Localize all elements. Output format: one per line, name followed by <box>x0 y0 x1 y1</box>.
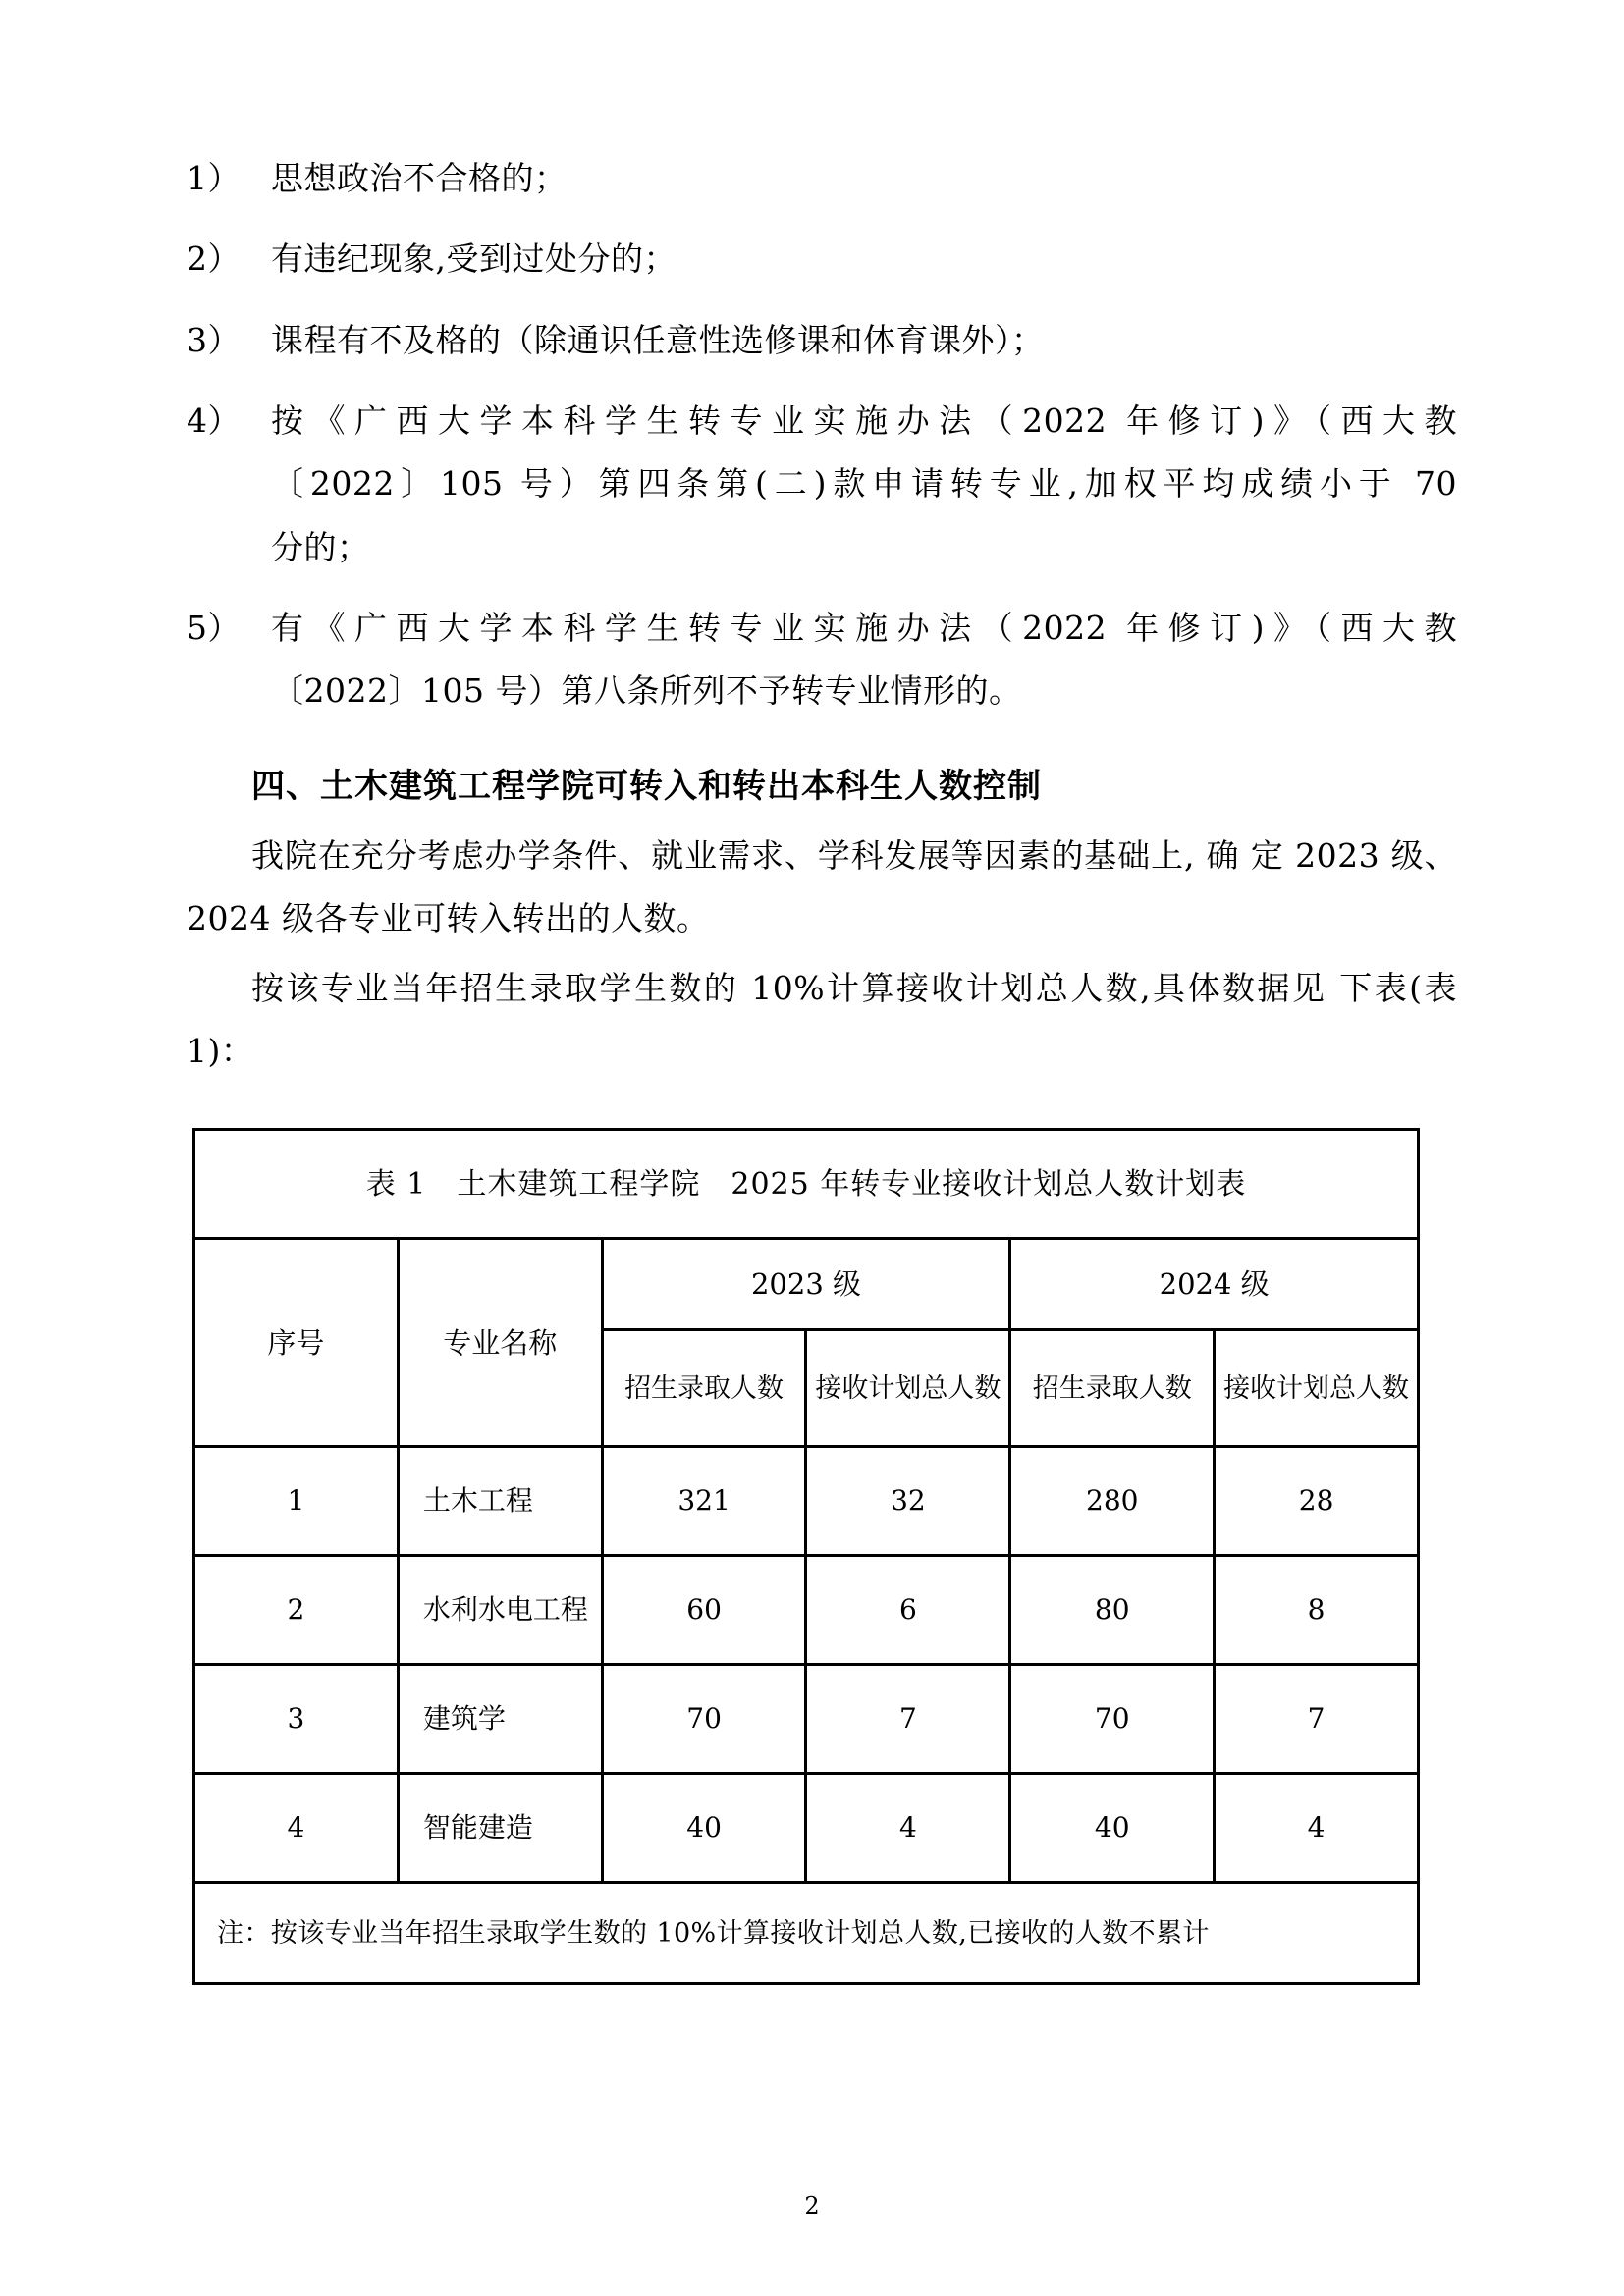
cell-plan-2023: 6 <box>806 1556 1010 1665</box>
clause-line: 有违纪现象,受到过处分的； <box>271 240 677 279</box>
transfer-plan-table <box>192 1128 1420 1985</box>
cell-plan-2023: 4 <box>806 1774 1010 1883</box>
paragraph-enrollment-basis <box>187 825 1457 951</box>
clause-item-4 <box>187 390 1457 579</box>
table-title: 表 1 土木建筑工程学院 2025 年转专业接收计划总人数计划表 <box>194 1130 1419 1239</box>
paragraph-line: 我院在充分考虑办学条件、就业需求、学科发展等因素的基础上, 确 <box>251 835 1240 875</box>
cell-enrolled-2023: 321 <box>602 1447 806 1556</box>
clause-list <box>187 147 1457 723</box>
cell-seq: 4 <box>194 1774 399 1883</box>
cell-seq: 2 <box>194 1556 399 1665</box>
paragraph-line: 下表(表 1)： <box>187 968 1458 1070</box>
cell-enrolled-2024: 40 <box>1010 1774 1215 1883</box>
clause-item-2 <box>187 228 1457 291</box>
clause-marker: 1） <box>187 159 241 197</box>
paragraph-line: 按该专业当年招生录取学生数的 10%计算接收计划总人数,具体数据见 <box>251 968 1327 1007</box>
clause-item-3 <box>187 309 1457 372</box>
cell-enrolled-2023: 60 <box>602 1556 806 1665</box>
page-number: 2 <box>804 2192 820 2219</box>
table-container <box>187 1128 1457 1985</box>
col-header-group-2023: 2023 级 <box>602 1239 1010 1330</box>
clause-text <box>271 147 1457 210</box>
cell-enrolled-2024: 70 <box>1010 1665 1215 1774</box>
clause-marker: 4） <box>187 401 241 441</box>
clause-marker: 2） <box>187 240 241 279</box>
table-row <box>194 1774 1419 1883</box>
cell-plan-2023: 32 <box>806 1447 1010 1556</box>
clause-text <box>271 309 1457 372</box>
clause-marker: 3） <box>187 320 241 359</box>
col-header-plan-2024: 接收计划总人数 <box>1215 1330 1419 1447</box>
cell-enrolled-2023: 70 <box>602 1665 806 1774</box>
cell-plan-2024: 7 <box>1215 1665 1419 1774</box>
col-header-enrolled-2024: 招生录取人数 <box>1010 1330 1215 1447</box>
clause-line: 按《广西大学本科学生转专业实施办法（2022 年修订)》（西大教 <box>271 401 1457 441</box>
table-title-row <box>194 1130 1419 1239</box>
clause-item-1 <box>187 147 1457 210</box>
clause-line: 课程有不及格的（除通识任意性选修课和体育课外）； <box>271 320 1045 359</box>
cell-major: 水利水电工程 <box>398 1556 602 1665</box>
clause-marker: 5） <box>187 609 241 648</box>
section-heading: 四、土木建筑工程学院可转入和转出本科生人数控制 <box>251 766 1042 806</box>
clause-line: 〔2022〕105 号）第四条第(二)款申请转专业,加权平均成绩小于 70 <box>271 464 1457 504</box>
clause-line: 有《广西大学本科学生转专业实施办法（2022 年修订)》（西大教 <box>271 609 1457 648</box>
cell-enrolled-2024: 80 <box>1010 1556 1215 1665</box>
col-header-seq: 序号 <box>194 1239 399 1447</box>
paragraph-line: 定 2023 级、2024 级各专业可转入转出的人数。 <box>187 835 1457 938</box>
cell-seq: 1 <box>194 1447 399 1556</box>
col-header-major: 专业名称 <box>398 1239 602 1447</box>
cell-plan-2024: 28 <box>1215 1447 1419 1556</box>
table-note-row <box>194 1883 1419 1984</box>
clause-text <box>271 390 1457 579</box>
table-header-group-row <box>194 1239 1419 1330</box>
clause-text <box>271 597 1457 723</box>
table-row <box>194 1556 1419 1665</box>
cell-major: 建筑学 <box>398 1665 602 1774</box>
table-note: 注：按该专业当年招生录取学生数的 10%计算接收计划总人数,已接收的人数不累计 <box>194 1883 1419 1984</box>
clause-line: 分的； <box>271 527 370 566</box>
table-row <box>194 1665 1419 1774</box>
col-header-enrolled-2023: 招生录取人数 <box>602 1330 806 1447</box>
cell-seq: 3 <box>194 1665 399 1774</box>
col-header-plan-2023: 接收计划总人数 <box>806 1330 1010 1447</box>
cell-enrolled-2023: 40 <box>602 1774 806 1883</box>
clause-item-5 <box>187 597 1457 723</box>
cell-major: 土木工程 <box>398 1447 602 1556</box>
col-header-group-2024: 2024 级 <box>1010 1239 1419 1330</box>
table-row <box>194 1447 1419 1556</box>
paragraph-ten-percent-rule <box>187 957 1457 1084</box>
cell-plan-2024: 8 <box>1215 1556 1419 1665</box>
cell-major: 智能建造 <box>398 1774 602 1883</box>
cell-plan-2023: 7 <box>806 1665 1010 1774</box>
clause-text <box>271 228 1457 291</box>
clause-line: 〔2022〕105 号）第八条所列不予转专业情形的。 <box>271 671 1022 711</box>
clause-line: 思想政治不合格的； <box>271 159 568 197</box>
cell-plan-2024: 4 <box>1215 1774 1419 1883</box>
cell-enrolled-2024: 280 <box>1010 1447 1215 1556</box>
